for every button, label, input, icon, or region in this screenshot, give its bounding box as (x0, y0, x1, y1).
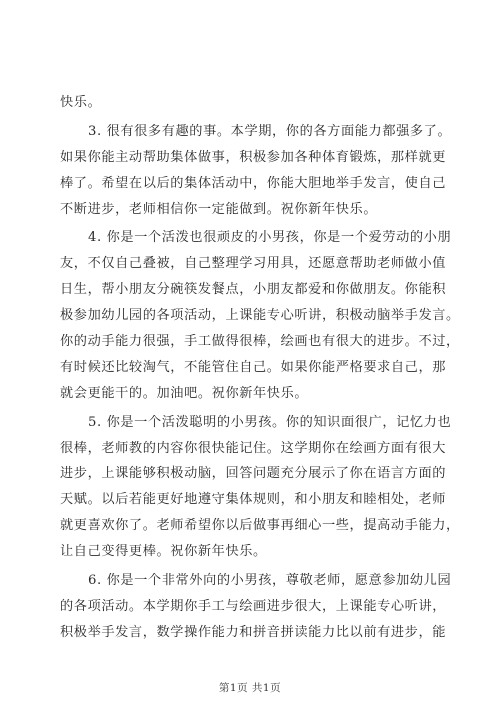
text-line: 棒了。希望在以后的集体活动中，你能大胆地举手发言，使自己 (60, 175, 447, 191)
text-line: 很棒，老师教的内容你很快能记住。这学期你在绘画方面有很大 (60, 440, 447, 456)
paragraph-6 (60, 568, 450, 646)
paragraph-3 (60, 119, 450, 223)
text-line: 天赋。以后若能更好地遵守集体规则，和小朋友和睦相处，老师 (60, 492, 447, 508)
text-line: 就会更能干的。加油吧。祝你新年快乐。 (60, 385, 309, 401)
paragraph-4 (60, 225, 460, 406)
text-line: 你的动手能力很强，手工做得很棒，绘画也有很大的进步。不过， (60, 334, 460, 350)
text-line: 让自己变得更棒。祝你新年快乐。 (60, 544, 267, 560)
text-line: 就更喜欢你了。老师希望你以后做事再细心一些，提高动手能力， (60, 518, 460, 534)
document-body (60, 90, 460, 646)
text-line: 积极举手发言，数学操作能力和拼音拼读能力比以前有进步，能 (60, 624, 447, 640)
text-line: 如果你能主动帮助集体做事，积极参加各种体育锻炼，那样就更 (60, 149, 447, 165)
text-line: 日生，帮小朋友分碗筷发餐点，小朋友都爱和你做朋友。你能积 (60, 282, 447, 298)
text-line: 6. 你是一个非常外向的小男孩，尊敬老师，愿意参加幼儿园 (88, 573, 452, 589)
page-number-footer: 第1页 共1页 (218, 682, 282, 694)
text-line: 5. 你是一个活泼聪明的小男孩。你的知识面很广，记忆力也 (88, 414, 452, 430)
text-line: 不断进步，老师相信你一定能做到。祝你新年快乐。 (60, 201, 378, 217)
text-line: 4. 你是一个活泼也很顽皮的小男孩，你是一个爱劳动的小朋 (88, 230, 452, 246)
text-line: 3. 很有很多有趣的事。本学期，你的各方面能力都强多了。 (88, 123, 452, 139)
text-line: 有时候还比较淘气，不能管住自己。如果你能严格要求自己，那 (60, 359, 447, 375)
text-line: 的各项活动。本学期你手工与绘画进步很大，上课能专心听讲， (60, 598, 447, 614)
text-line: 进步，上课能够积极动脑，回答问题充分展示了你在语言方面的 (60, 466, 447, 482)
text-line: 快乐。 (60, 95, 102, 110)
text-line: 极参加幼儿园的各项活动，上课能专心听讲，积极动脑举手发言。 (60, 308, 460, 324)
paragraph-continuation (60, 90, 450, 116)
text-line: 友，不仅自己叠被，自己整理学习用具，还愿意帮助老师做小值 (60, 256, 447, 272)
paragraph-5 (60, 410, 460, 565)
